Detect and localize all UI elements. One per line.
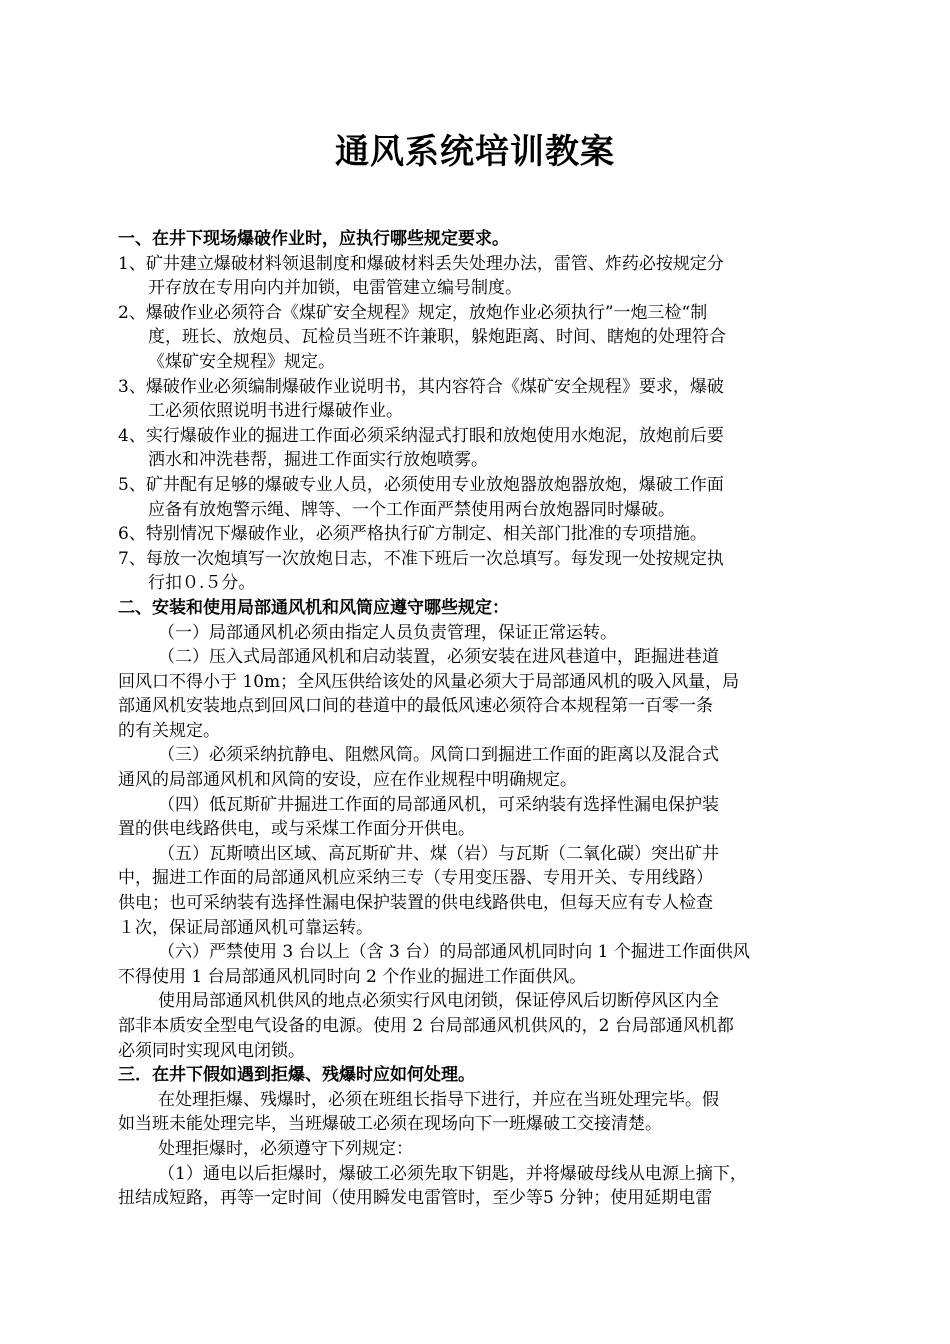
paragraph-line: 在处理拒爆、残爆时，必须在班组长指导下进行，并应在当班处理完毕。假 <box>158 1089 719 1110</box>
section-heading: 一、在井下现场爆破作业时，应执行哪些规定要求。 <box>118 229 509 249</box>
list-item-continuation: 应备有放炮警示绳、牌等、一个工作面严禁使用两台放炮器同时爆破。 <box>148 499 675 520</box>
list-item-continuation: 《煤矿安全规程》规定。 <box>148 351 335 372</box>
paragraph-line: 回风口不得小于 10m；全风压供给该处的风量必须大于局部通风机的吸入风量，局 <box>118 671 740 692</box>
list-item: 5、矿井配有足够的爆破专业人员，必须使用专业放炮器放炮器放炮，爆破工作面 <box>118 474 724 495</box>
list-item-continuation: 洒水和冲洗巷帮，掘进工作面实行放炮喷雾。 <box>148 450 488 471</box>
list-item-continuation: 工必须依照说明书进行爆破作业。 <box>148 401 403 422</box>
paragraph-line: （1）通电以后拒爆时，爆破工必须先取下钥匙，并将爆破母线从电源上摘下， <box>158 1163 747 1184</box>
paragraph-line: 供电；也可采纳装有选择性漏电保护装置的供电线路供电，但每天应有专人检查 <box>118 893 713 914</box>
paragraph-line: （二）压入式局部通风机和启动装置，必须安装在进风巷道中，距掘进巷道 <box>158 647 719 668</box>
paragraph-line: 部通风机安装地点到回风口间的巷道中的最低风速必须符合本规程第一百零一条 <box>118 696 713 717</box>
paragraph-line: 置的供电线路供电，或与采煤工作面分开供电。 <box>118 819 475 840</box>
list-item-continuation: 行扣０.５分。 <box>148 573 256 594</box>
list-item: 3、爆破作业必须编制爆破作业说明书，其内容符合《煤矿安全规程》要求，爆破 <box>118 376 724 397</box>
page-title: 通风系统培训教案 <box>335 132 615 172</box>
document-body <box>118 227 810 1211</box>
list-item: 1、矿井建立爆破材料领退制度和爆破材料丢失处理办法，雷管、炸药必按规定分 <box>118 253 724 274</box>
paragraph-line: （四）低瓦斯矿井掘进工作面的局部通风机，可采纳装有选择性漏电保护装 <box>158 794 719 815</box>
list-item: 7、每放一次炮填写一次放炮日志，不准下班后一次总填写。每发现一处按规定执 <box>118 548 724 569</box>
paragraph-line: 处理拒爆时，必须遵守下列规定： <box>158 1138 413 1159</box>
paragraph-line: 中，掘进工作面的局部通风机应采纳三专（专用变压器、专用开关、专用线路） <box>118 868 713 889</box>
paragraph-line: 使用局部通风机供风的地点必须实行风电闭锁，保证停风后切断停风区内全 <box>158 991 719 1012</box>
paragraph-line: １次，保证局部通风机可靠运转。 <box>118 917 373 938</box>
list-item: 2、爆破作业必须符合《煤矿安全规程》规定，放炮作业必须执行”一炮三检“制 <box>118 302 708 323</box>
list-item-continuation: 度，班长、放炮员、瓦检员当班不许兼职，躲炮距离、时间、瞎炮的处理符合 <box>148 327 726 348</box>
paragraph-line: 如当班未能处理完毕，当班爆破工必须在现场向下一班爆破工交接清楚。 <box>118 1114 662 1135</box>
paragraph-line: （六）严禁使用 3 台以上（含 3 台）的局部通风机同时向 1 个掘进工作面供风 <box>158 942 750 963</box>
paragraph-line: 通风的局部通风机和风筒的安设，应在作业规程中明确规定。 <box>118 770 577 791</box>
paragraph-line: 不得使用 1 台局部通风机同时向 2 个作业的掘进工作面供风。 <box>118 966 587 987</box>
list-item: 4、实行爆破作业的掘进工作面必须采纳湿式打眼和放炮使用水炮泥，放炮前后要 <box>118 425 724 446</box>
paragraph-line: （五）瓦斯喷出区域、高瓦斯矿井、煤（岩）与瓦斯（二氧化碳）突出矿井 <box>158 843 719 864</box>
list-item: 6、特别情况下爆破作业，必须严格执行矿方制定、相关部门批准的专项措施。 <box>118 524 707 545</box>
paragraph-line: 的有关规定。 <box>118 720 220 741</box>
section-heading: 三．在井下假如遇到拒爆、残爆时应如何处理。 <box>118 1065 475 1086</box>
paragraph-line: （一）局部通风机必须由指定人员负责管理，保证正常运转。 <box>158 622 617 643</box>
paragraph-line: 部非本质安全型电气设备的电源。使用 2 台局部通风机供风的，2 台局部通风机都 <box>118 1016 734 1036</box>
paragraph-line: （三）必须采纳抗静电、阻燃风筒。风筒口到掘进工作面的距离以及混合式 <box>158 745 719 766</box>
section-heading: 二、安装和使用局部通风机和风筒应遵守哪些规定： <box>118 597 509 618</box>
paragraph-line: 扭结成短路，再等一定时间（使用瞬发电雷管时，至少等5 分钟；使用延期电雷 <box>118 1188 713 1209</box>
paragraph-line: 必须同时实现风电闭锁。 <box>118 1040 305 1061</box>
list-item-continuation: 开存放在专用向内并加锁，电雷管建立编号制度。 <box>148 278 522 299</box>
